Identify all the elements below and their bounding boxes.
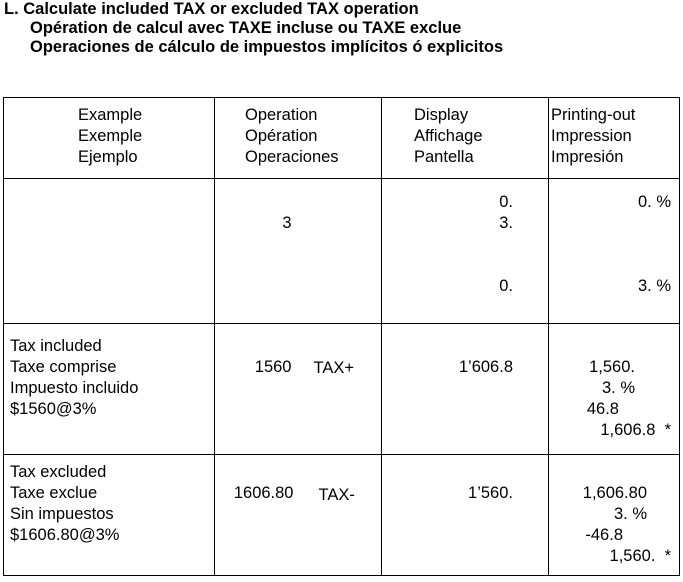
setup-display-line-2: 3. <box>499 214 513 232</box>
setup-operation-key-cell <box>302 179 382 324</box>
header-row <box>4 98 680 179</box>
header-printing <box>549 98 680 179</box>
header-printing-fr: Impression <box>551 127 632 145</box>
tax-minus-key: TAX- <box>318 486 355 504</box>
tax-excluded-printing-line-3: -46.8 <box>585 526 623 544</box>
heading-english: L. Calculate included TAX or excluded TAX operation <box>4 0 419 18</box>
tax-included-row <box>4 324 680 455</box>
header-example-en: Example <box>78 106 143 124</box>
setup-example-cell <box>4 179 215 324</box>
tax-excluded-printing-line-4: 1,560. * <box>609 547 671 565</box>
setup-display-line-3: 0. <box>499 277 513 295</box>
tax-excluded-display: 1’560. <box>468 484 513 502</box>
tax-plus-key: TAX+ <box>313 359 355 377</box>
tax-included-display-cell <box>382 324 549 455</box>
header-operation <box>215 98 382 179</box>
tax-excluded-printing-cell <box>549 455 680 576</box>
setup-row <box>4 179 680 324</box>
header-display <box>382 98 549 179</box>
header-printing-es: Impresión <box>551 148 624 166</box>
tax-included-operation-value-cell <box>215 324 302 455</box>
tax-included-printing-line-2: 3. % <box>601 379 635 397</box>
heading-french: Opération de calcul avec TAXE incluse ou TAXE exclue <box>30 19 462 37</box>
setup-operation-value-cell <box>215 179 302 324</box>
tax-included-printing-line-3: 46.8 <box>586 400 619 418</box>
tax-included-operation-value: 1560 <box>254 358 292 376</box>
tax-included-example-es: Impuesto incluido <box>10 379 139 397</box>
tax-included-example-fr: Taxe comprise <box>10 358 117 376</box>
tax-excluded-example-formula: $1606.80@3% <box>10 526 120 544</box>
header-operation-en: Operation <box>245 106 318 124</box>
header-example-fr: Exemple <box>78 127 143 145</box>
tax-excluded-example-fr: Taxe exclue <box>10 484 98 502</box>
tax-excluded-display-cell <box>382 455 549 576</box>
tax-excluded-printing-line-2: 3. % <box>613 505 647 523</box>
tax-excluded-operation-value: 1606.80 <box>233 484 294 502</box>
heading-spanish: Operaciones de cálculo de impuestos implícitos ó explicitos <box>30 38 504 56</box>
tax-included-printing-line-1: 1,560. <box>589 358 635 376</box>
tax-included-operation-key-cell <box>302 324 382 455</box>
tax-excluded-example-cell <box>4 455 215 576</box>
header-operation-fr: Opération <box>245 127 318 145</box>
tax-excluded-row <box>4 455 680 576</box>
tax-included-printing-cell <box>549 324 680 455</box>
tax-included-example-en: Tax included <box>10 337 102 355</box>
header-printing-en: Printing-out <box>551 106 636 124</box>
tax-included-printing-line-4: 1,606.8 * <box>600 421 671 439</box>
tax-included-display: 1’606.8 <box>458 358 513 376</box>
setup-printing-line-2: 3. % <box>637 277 671 295</box>
header-display-es: Pantella <box>414 148 474 166</box>
header-display-fr: Affichage <box>414 127 483 145</box>
header-example-es: Ejemplo <box>78 148 138 166</box>
setup-printing-cell <box>549 179 680 324</box>
tax-included-example-formula: $1560@3% <box>10 400 97 418</box>
header-example <box>4 98 215 179</box>
tax-included-example-cell <box>4 324 215 455</box>
tax-excluded-example-en: Tax excluded <box>10 463 107 481</box>
tax-excluded-operation-value-cell <box>215 455 302 576</box>
tax-excluded-example-es: Sin impuestos <box>10 505 114 523</box>
setup-display-cell <box>382 179 549 324</box>
tax-excluded-printing-line-1: 1,606.80 <box>582 484 647 502</box>
setup-display-line-1: 0. <box>499 193 513 211</box>
header-display-en: Display <box>414 106 469 124</box>
tax-excluded-operation-key-cell <box>302 455 382 576</box>
setup-operation-value: 3 <box>282 214 292 232</box>
tax-operation-table <box>3 97 680 576</box>
section-heading <box>4 0 503 57</box>
setup-printing-line-1: 0. % <box>637 193 671 211</box>
header-operation-es: Operaciones <box>245 148 339 166</box>
